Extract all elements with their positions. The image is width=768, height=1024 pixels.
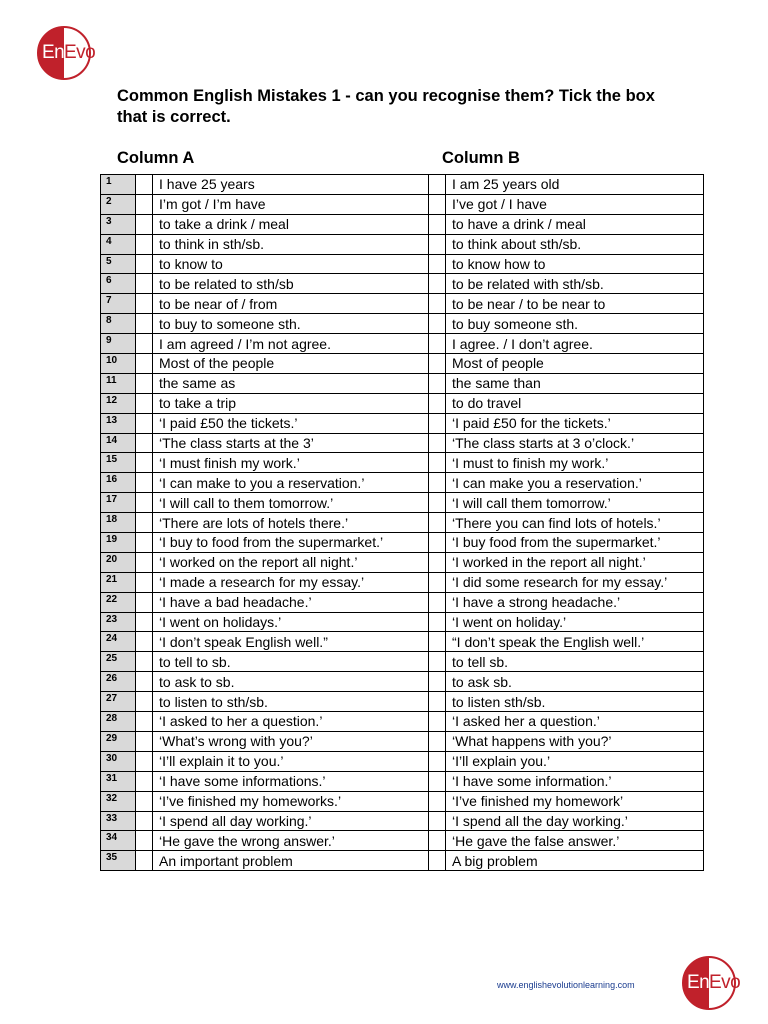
tick-box-b[interactable] bbox=[429, 513, 446, 533]
column-a-phrase: to be related to sth/sb bbox=[153, 274, 429, 294]
column-b-phrase: Most of people bbox=[446, 354, 704, 374]
table-row bbox=[101, 294, 704, 314]
column-a-phrase: to ask to sb. bbox=[153, 672, 429, 692]
table-row bbox=[101, 751, 704, 771]
tick-box-a[interactable] bbox=[136, 453, 153, 473]
column-b-phrase: to buy someone sth. bbox=[446, 314, 704, 334]
tick-box-b[interactable] bbox=[429, 334, 446, 354]
row-number: 32 bbox=[101, 791, 136, 811]
tick-box-a[interactable] bbox=[136, 612, 153, 632]
column-b-phrase: ‘He gave the false answer.’ bbox=[446, 831, 704, 851]
row-number: 7 bbox=[101, 294, 136, 314]
enevo-logo-footer bbox=[682, 956, 741, 1010]
table-row bbox=[101, 373, 704, 393]
row-number: 14 bbox=[101, 433, 136, 453]
tick-box-b[interactable] bbox=[429, 692, 446, 712]
table-row bbox=[101, 334, 704, 354]
column-b-phrase: ‘I buy food from the supermarket.’ bbox=[446, 533, 704, 553]
row-number: 30 bbox=[101, 751, 136, 771]
column-b-phrase: to be near / to be near to bbox=[446, 294, 704, 314]
column-b-phrase: ‘I spend all the day working.’ bbox=[446, 811, 704, 831]
tick-box-b[interactable] bbox=[429, 453, 446, 473]
row-number: 12 bbox=[101, 393, 136, 413]
row-number: 29 bbox=[101, 731, 136, 751]
table-row bbox=[101, 771, 704, 791]
tick-box-b[interactable] bbox=[429, 632, 446, 652]
column-b-phrase: ‘I asked her a question.’ bbox=[446, 712, 704, 732]
row-number: 10 bbox=[101, 354, 136, 374]
column-b-phrase: I agree. / I don’t agree. bbox=[446, 334, 704, 354]
tick-box-a[interactable] bbox=[136, 632, 153, 652]
column-b-phrase: to have a drink / meal bbox=[446, 214, 704, 234]
column-a-phrase: to take a trip bbox=[153, 393, 429, 413]
column-a-phrase: ‘I spend all day working.’ bbox=[153, 811, 429, 831]
table-row bbox=[101, 731, 704, 751]
table-row bbox=[101, 413, 704, 433]
tick-box-b[interactable] bbox=[429, 314, 446, 334]
column-a-phrase: ‘I’ve finished my homeworks.’ bbox=[153, 791, 429, 811]
table-row bbox=[101, 572, 704, 592]
column-b-phrase: ‘I went on holiday.’ bbox=[446, 612, 704, 632]
column-a-phrase: An important problem bbox=[153, 851, 429, 871]
tick-box-b[interactable] bbox=[429, 791, 446, 811]
column-a-phrase: the same as bbox=[153, 373, 429, 393]
table-row bbox=[101, 533, 704, 553]
tick-box-b[interactable] bbox=[429, 194, 446, 214]
row-number: 17 bbox=[101, 493, 136, 513]
tick-box-b[interactable] bbox=[429, 493, 446, 513]
tick-box-b[interactable] bbox=[429, 254, 446, 274]
logo-text-en: En bbox=[687, 972, 710, 993]
row-number: 31 bbox=[101, 771, 136, 791]
tick-box-a[interactable] bbox=[136, 175, 153, 195]
table-row bbox=[101, 354, 704, 374]
table-row bbox=[101, 314, 704, 334]
tick-box-b[interactable] bbox=[429, 771, 446, 791]
tick-box-a[interactable] bbox=[136, 354, 153, 374]
column-b-phrase: to be related with sth/sb. bbox=[446, 274, 704, 294]
column-b-phrase: ‘I’ve finished my homework’ bbox=[446, 791, 704, 811]
row-number: 19 bbox=[101, 533, 136, 553]
row-number: 34 bbox=[101, 831, 136, 851]
column-b-phrase: ‘There you can find lots of hotels.’ bbox=[446, 513, 704, 533]
column-a-phrase: to tell to sb. bbox=[153, 652, 429, 672]
column-a-phrase: ‘I’ll explain it to you.’ bbox=[153, 751, 429, 771]
column-b-phrase: to ask sb. bbox=[446, 672, 704, 692]
tick-box-b[interactable] bbox=[429, 552, 446, 572]
column-b-phrase: to listen sth/sb. bbox=[446, 692, 704, 712]
column-a-phrase: I’m got / I’m have bbox=[153, 194, 429, 214]
row-number: 26 bbox=[101, 672, 136, 692]
column-a-phrase: ‘I buy to food from the supermarket.’ bbox=[153, 533, 429, 553]
tick-box-a[interactable] bbox=[136, 771, 153, 791]
table-row bbox=[101, 234, 704, 254]
tick-box-a[interactable] bbox=[136, 831, 153, 851]
column-b-phrase: ‘I will call them tomorrow.’ bbox=[446, 493, 704, 513]
column-a-phrase: to be near of / from bbox=[153, 294, 429, 314]
tick-box-b[interactable] bbox=[429, 672, 446, 692]
table-row bbox=[101, 194, 704, 214]
tick-box-b[interactable] bbox=[429, 433, 446, 453]
tick-box-b[interactable] bbox=[429, 572, 446, 592]
table-row bbox=[101, 612, 704, 632]
tick-box-a[interactable] bbox=[136, 731, 153, 751]
row-number: 3 bbox=[101, 214, 136, 234]
column-a-phrase: to know to bbox=[153, 254, 429, 274]
tick-box-a[interactable] bbox=[136, 214, 153, 234]
column-b-phrase: ‘What happens with you?’ bbox=[446, 731, 704, 751]
table-row bbox=[101, 214, 704, 234]
table-row bbox=[101, 513, 704, 533]
row-number: 11 bbox=[101, 373, 136, 393]
column-a-phrase: to think in sth/sb. bbox=[153, 234, 429, 254]
tick-box-a[interactable] bbox=[136, 672, 153, 692]
tick-box-b[interactable] bbox=[429, 373, 446, 393]
column-a-phrase: ‘I asked to her a question.’ bbox=[153, 712, 429, 732]
logo-text-en: En bbox=[42, 42, 65, 63]
row-number: 2 bbox=[101, 194, 136, 214]
row-number: 24 bbox=[101, 632, 136, 652]
row-number: 1 bbox=[101, 175, 136, 195]
table-row bbox=[101, 811, 704, 831]
column-b-header: Column B bbox=[442, 149, 520, 167]
row-number: 25 bbox=[101, 652, 136, 672]
table-row bbox=[101, 831, 704, 851]
column-a-phrase: ‘I have a bad headache.’ bbox=[153, 592, 429, 612]
column-a-phrase: ‘I have some informations.’ bbox=[153, 771, 429, 791]
tick-box-a[interactable] bbox=[136, 393, 153, 413]
table-row bbox=[101, 433, 704, 453]
column-b-phrase: to do travel bbox=[446, 393, 704, 413]
mistakes-table-body bbox=[101, 175, 704, 871]
tick-box-a[interactable] bbox=[136, 194, 153, 214]
column-b-phrase: ‘I worked in the report all night.’ bbox=[446, 552, 704, 572]
footer-website-link[interactable]: www.englishevolutionlearning.com bbox=[497, 980, 635, 990]
column-b-phrase: ‘I’ll explain you.’ bbox=[446, 751, 704, 771]
tick-box-b[interactable] bbox=[429, 612, 446, 632]
tick-box-a[interactable] bbox=[136, 493, 153, 513]
row-number: 5 bbox=[101, 254, 136, 274]
row-number: 13 bbox=[101, 413, 136, 433]
tick-box-b[interactable] bbox=[429, 751, 446, 771]
tick-box-b[interactable] bbox=[429, 592, 446, 612]
row-number: 6 bbox=[101, 274, 136, 294]
column-b-phrase: ‘I paid £50 for the tickets.’ bbox=[446, 413, 704, 433]
column-a-phrase: ‘I paid £50 the tickets.’ bbox=[153, 413, 429, 433]
column-b-phrase: ‘The class starts at 3 o’clock.’ bbox=[446, 433, 704, 453]
table-row bbox=[101, 453, 704, 473]
column-b-phrase: I am 25 years old bbox=[446, 175, 704, 195]
column-a-phrase: ‘I will call to them tomorrow.’ bbox=[153, 493, 429, 513]
tick-box-b[interactable] bbox=[429, 413, 446, 433]
tick-box-a[interactable] bbox=[136, 473, 153, 493]
row-number: 9 bbox=[101, 334, 136, 354]
tick-box-b[interactable] bbox=[429, 214, 446, 234]
tick-box-a[interactable] bbox=[136, 692, 153, 712]
table-row bbox=[101, 473, 704, 493]
worksheet-title: Common English Mistakes 1 - can you recognise them? Tick the box that is correct. bbox=[117, 87, 655, 126]
table-row bbox=[101, 254, 704, 274]
row-number: 21 bbox=[101, 572, 136, 592]
tick-box-a[interactable] bbox=[136, 851, 153, 871]
row-number: 8 bbox=[101, 314, 136, 334]
column-b-phrase: ‘I have a strong headache.’ bbox=[446, 592, 704, 612]
table-row bbox=[101, 692, 704, 712]
column-a-phrase: ‘I don’t speak English well.” bbox=[153, 632, 429, 652]
tick-box-b[interactable] bbox=[429, 851, 446, 871]
row-number: 28 bbox=[101, 712, 136, 732]
table-row bbox=[101, 274, 704, 294]
column-a-header: Column A bbox=[117, 149, 195, 167]
tick-box-a[interactable] bbox=[136, 433, 153, 453]
tick-box-a[interactable] bbox=[136, 314, 153, 334]
tick-box-b[interactable] bbox=[429, 274, 446, 294]
tick-box-a[interactable] bbox=[136, 652, 153, 672]
table-row bbox=[101, 175, 704, 195]
column-b-phrase: “I don’t speak the English well.’ bbox=[446, 632, 704, 652]
tick-box-a[interactable] bbox=[136, 274, 153, 294]
column-b-phrase: to think about sth/sb. bbox=[446, 234, 704, 254]
tick-box-b[interactable] bbox=[429, 354, 446, 374]
column-b-phrase: to tell sb. bbox=[446, 652, 704, 672]
table-row bbox=[101, 552, 704, 572]
tick-box-a[interactable] bbox=[136, 413, 153, 433]
column-a-phrase: to take a drink / meal bbox=[153, 214, 429, 234]
tick-box-a[interactable] bbox=[136, 791, 153, 811]
column-a-phrase: ‘What’s wrong with you?’ bbox=[153, 731, 429, 751]
tick-box-a[interactable] bbox=[136, 572, 153, 592]
row-number: 20 bbox=[101, 552, 136, 572]
tick-box-a[interactable] bbox=[136, 552, 153, 572]
row-number: 16 bbox=[101, 473, 136, 493]
column-b-phrase: the same than bbox=[446, 373, 704, 393]
column-a-phrase: ‘I worked on the report all night.’ bbox=[153, 552, 429, 572]
row-number: 23 bbox=[101, 612, 136, 632]
column-b-phrase: ‘I must to finish my work.’ bbox=[446, 453, 704, 473]
column-a-phrase: I am agreed / I’m not agree. bbox=[153, 334, 429, 354]
column-b-phrase: to know how to bbox=[446, 254, 704, 274]
enevo-logo bbox=[37, 26, 96, 80]
tick-box-b[interactable] bbox=[429, 533, 446, 553]
mistakes-table bbox=[100, 174, 704, 871]
tick-box-b[interactable] bbox=[429, 294, 446, 314]
row-number: 33 bbox=[101, 811, 136, 831]
tick-box-a[interactable] bbox=[136, 334, 153, 354]
tick-box-b[interactable] bbox=[429, 811, 446, 831]
column-a-phrase: ‘I can make to you a reservation.’ bbox=[153, 473, 429, 493]
table-row bbox=[101, 672, 704, 692]
column-a-phrase: ‘I went on holidays.’ bbox=[153, 612, 429, 632]
row-number: 35 bbox=[101, 851, 136, 871]
table-row bbox=[101, 592, 704, 612]
tick-box-a[interactable] bbox=[136, 254, 153, 274]
tick-box-b[interactable] bbox=[429, 393, 446, 413]
tick-box-a[interactable] bbox=[136, 373, 153, 393]
table-row bbox=[101, 851, 704, 871]
column-a-phrase: Most of the people bbox=[153, 354, 429, 374]
column-a-phrase: ‘The class starts at the 3’ bbox=[153, 433, 429, 453]
column-b-phrase: ‘I did some research for my essay.’ bbox=[446, 572, 704, 592]
row-number: 22 bbox=[101, 592, 136, 612]
logo-text-evo: Evo bbox=[709, 972, 741, 993]
tick-box-a[interactable] bbox=[136, 592, 153, 612]
tick-box-b[interactable] bbox=[429, 712, 446, 732]
column-b-phrase: ‘I have some information.’ bbox=[446, 771, 704, 791]
table-row bbox=[101, 712, 704, 732]
row-number: 15 bbox=[101, 453, 136, 473]
table-row bbox=[101, 493, 704, 513]
tick-box-a[interactable] bbox=[136, 712, 153, 732]
column-a-phrase: ‘He gave the wrong answer.’ bbox=[153, 831, 429, 851]
column-a-phrase: to buy to someone sth. bbox=[153, 314, 429, 334]
row-number: 18 bbox=[101, 513, 136, 533]
row-number: 4 bbox=[101, 234, 136, 254]
table-row bbox=[101, 791, 704, 811]
column-a-phrase: ‘I must finish my work.’ bbox=[153, 453, 429, 473]
column-a-phrase: ‘There are lots of hotels there.’ bbox=[153, 513, 429, 533]
tick-box-b[interactable] bbox=[429, 831, 446, 851]
column-b-phrase: A big problem bbox=[446, 851, 704, 871]
tick-box-b[interactable] bbox=[429, 652, 446, 672]
column-b-phrase: ‘I can make you a reservation.’ bbox=[446, 473, 704, 493]
tick-box-a[interactable] bbox=[136, 751, 153, 771]
tick-box-a[interactable] bbox=[136, 294, 153, 314]
row-number: 27 bbox=[101, 692, 136, 712]
tick-box-b[interactable] bbox=[429, 473, 446, 493]
table-row bbox=[101, 652, 704, 672]
tick-box-a[interactable] bbox=[136, 811, 153, 831]
tick-box-b[interactable] bbox=[429, 731, 446, 751]
column-b-phrase: I’ve got / I have bbox=[446, 194, 704, 214]
tick-box-a[interactable] bbox=[136, 513, 153, 533]
column-a-phrase: to listen to sth/sb. bbox=[153, 692, 429, 712]
tick-box-b[interactable] bbox=[429, 234, 446, 254]
table-row bbox=[101, 393, 704, 413]
logo-text-evo: Evo bbox=[64, 42, 96, 63]
tick-box-a[interactable] bbox=[136, 234, 153, 254]
column-a-phrase: I have 25 years bbox=[153, 175, 429, 195]
column-a-phrase: ‘I made a research for my essay.’ bbox=[153, 572, 429, 592]
tick-box-b[interactable] bbox=[429, 175, 446, 195]
table-row bbox=[101, 632, 704, 652]
tick-box-a[interactable] bbox=[136, 533, 153, 553]
